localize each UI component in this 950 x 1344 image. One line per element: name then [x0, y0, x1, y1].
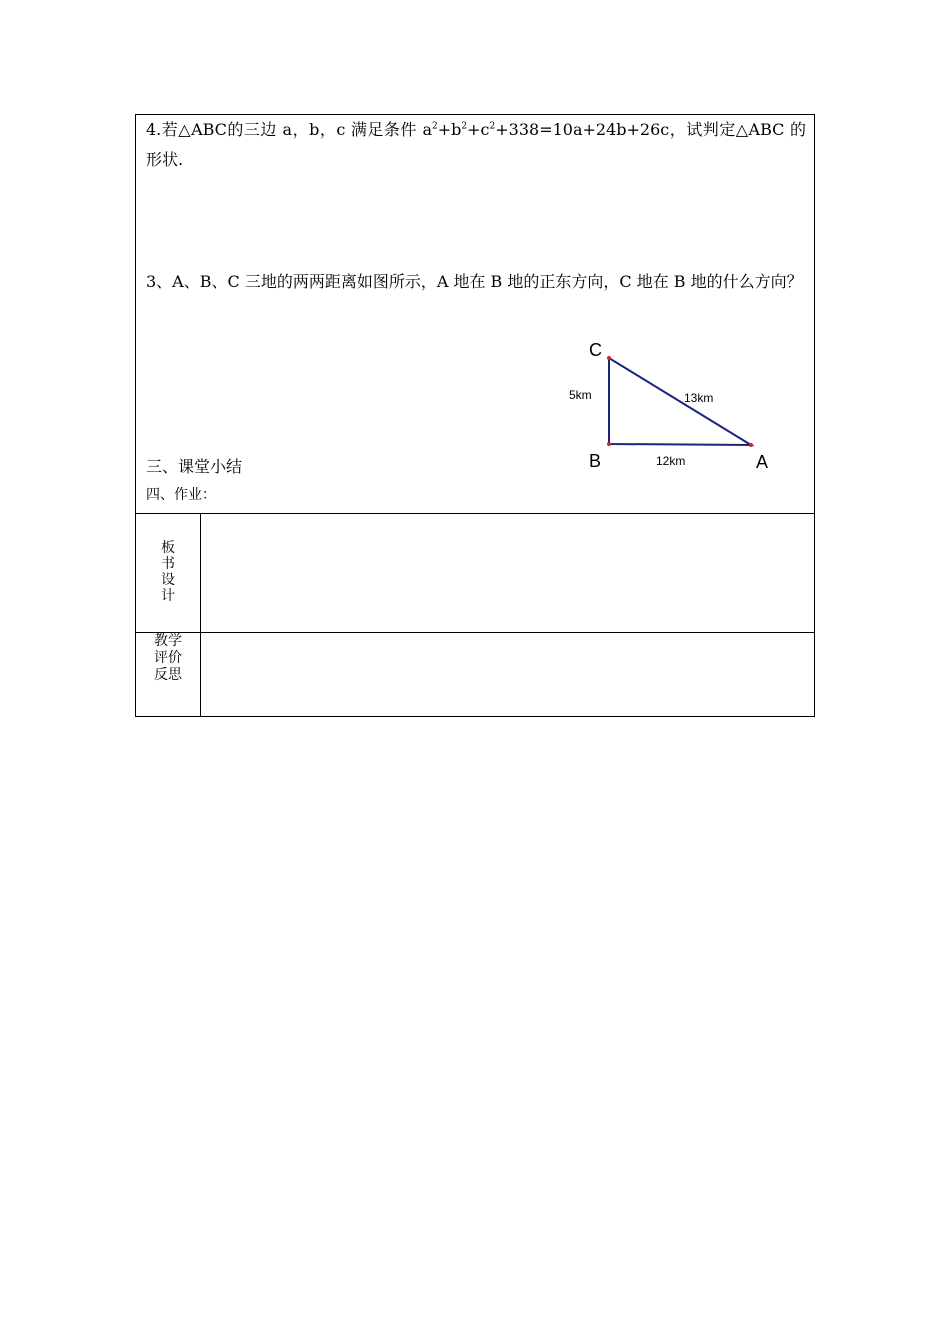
exponent: 2: [489, 121, 496, 132]
label-char: 板: [161, 540, 175, 556]
label-char: 书: [161, 556, 175, 572]
label-line: 教学: [154, 633, 182, 649]
exponent: 2: [432, 121, 438, 132]
vertex-a-dot: [749, 443, 753, 447]
triangle-shape: [609, 358, 751, 445]
vertex-label-a: A: [756, 452, 769, 472]
teaching-reflection-label: [136, 633, 200, 684]
edge-label-ca: 13km: [684, 391, 714, 405]
problem-4-text: +c: [467, 120, 490, 139]
section-summary: 三、课堂小结: [146, 457, 243, 476]
exercise-section: [136, 115, 814, 513]
board-design-content: [201, 514, 814, 633]
problem-4: [146, 115, 806, 175]
section-homework: 四、作业：: [146, 487, 216, 503]
edge-label-ba: 12km: [656, 454, 686, 468]
label-char: 计: [161, 588, 175, 604]
vertex-label-b: B: [589, 451, 602, 471]
edge-label-bc: 5km: [569, 388, 592, 402]
problem-4-text: +b: [437, 120, 462, 139]
label-line: 评价: [154, 650, 182, 666]
teaching-reflection-row: [136, 632, 814, 716]
board-design-row: [136, 513, 814, 633]
board-design-label: [136, 540, 200, 604]
teaching-reflection-label-cell: [136, 633, 201, 716]
lesson-table: [135, 114, 815, 717]
vertex-c-dot: [607, 356, 611, 360]
problem-3: 3、A、B、C 三地的两两距离如图所示，A 地在 B 地的正东方向，C 地在 B 地的什么方向？: [146, 272, 803, 291]
problem-4-text: +338=10a+24b+26c，试判定△ABC 的形状.: [146, 120, 806, 169]
problem-4-text: 4.若△ABC的三边 a，b，c 满足条件 a: [146, 120, 433, 139]
teaching-reflection-content: [201, 633, 814, 716]
exponent: 2: [461, 121, 468, 132]
triangle-diagram: [563, 335, 783, 475]
label-char: 设: [161, 572, 175, 588]
label-line: 反思: [154, 667, 182, 683]
board-design-label-cell: [136, 514, 201, 633]
vertex-b-dot: [607, 442, 611, 446]
vertex-label-c: C: [589, 340, 602, 360]
